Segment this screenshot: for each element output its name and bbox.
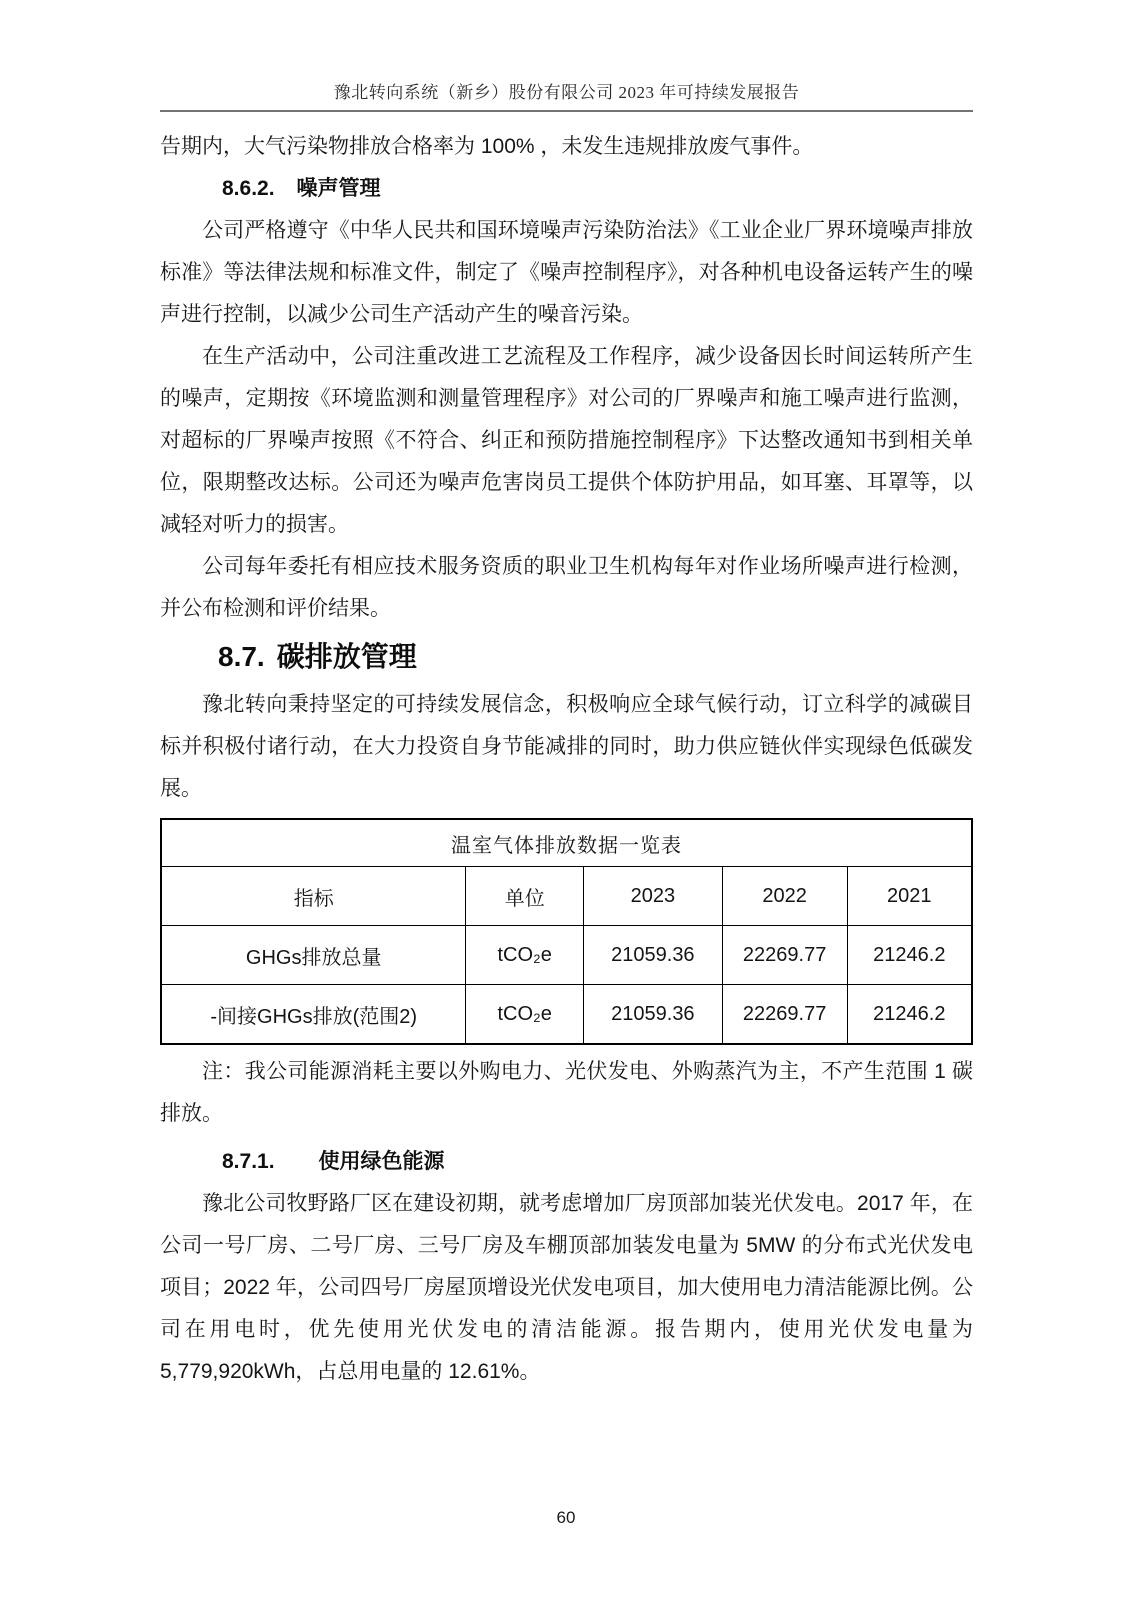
column-header-unit: 单位 xyxy=(466,867,584,926)
heading-title: 使用绿色能源 xyxy=(318,1150,445,1173)
header-title: 豫北转向系统（新乡）股份有限公司 2023 年可持续发展报告 xyxy=(333,83,800,102)
table-note: 注：我公司能源消耗主要以外购电力、光伏发电、外购蒸汽为主，不产生范围 1 碳排放。 xyxy=(160,1060,973,1125)
cell-unit: tCO₂e xyxy=(466,985,584,1045)
column-header-indicator: 指标 xyxy=(161,867,466,926)
heading-8-6-2 xyxy=(222,168,973,210)
column-header-2022: 2022 xyxy=(722,867,847,926)
table-header-row xyxy=(161,867,972,926)
heading-number: 8.7.1. xyxy=(222,1150,275,1173)
cell-2023: 21059.36 xyxy=(584,926,723,985)
heading-title: 噪声管理 xyxy=(296,177,381,200)
page-footer xyxy=(0,1508,1132,1528)
paragraph-noise-2: 在生产活动中，公司注重改进工艺流程及工作程序，减少设备因长时间运转所产生的噪声，定期按《环境监测和测量管理程序》对公司的厂界噪声和施工噪声进行监测，对超标的厂界噪声按照《不符合、纠正和预防措施控制程序》下达整改通知书到相关单位，限期整改达标。公司还为噪声危害岗员工提供个体防护用品，如耳塞、耳罩等，以减轻对听力的损害。 xyxy=(160,345,973,536)
cell-2023: 21059.36 xyxy=(584,985,723,1045)
cell-indicator: -间接GHGs排放(范围2) xyxy=(161,985,466,1045)
paragraph-noise-3: 公司每年委托有相应技术服务资质的职业卫生机构每年对作业场所噪声进行检测，并公布检测和评价结果。 xyxy=(160,555,973,620)
table-row xyxy=(161,926,972,985)
paragraph-noise-1: 公司严格遵守《中华人民共和国环境噪声污染防治法》《工业企业厂界环境噪声排放标准》等法律法规和标准文件，制定了《噪声控制程序》，对各种机电设备运转产生的噪声进行控制，以减少公司生产活动产生的噪音污染。 xyxy=(160,219,973,326)
cell-indicator: GHGs排放总量 xyxy=(161,926,466,985)
cell-2021: 21246.2 xyxy=(847,926,972,985)
table-title-row xyxy=(161,819,972,867)
heading-8-7 xyxy=(218,632,973,682)
cell-2022: 22269.77 xyxy=(722,985,847,1045)
table-row xyxy=(161,985,972,1045)
cell-2021: 21246.2 xyxy=(847,985,972,1045)
page-number: 60 xyxy=(556,1508,576,1527)
heading-number: 8.6.2. xyxy=(222,177,275,200)
heading-8-7-1 xyxy=(222,1141,973,1183)
paragraph-green-energy: 豫北公司牧野路厂区在建设初期，就考虑增加厂房顶部加装光伏发电。2017 年，在公司一号厂房、二号厂房、三号厂房及车棚顶部加装发电量为 5MW 的分布式光伏发电项目；2022 年，公司四号厂房屋顶增设光伏发电项目，加大使用电力清洁能源比例。公司在用电时，优先使用光伏发电的清洁能源。报告期内，使用光伏发电量为 5,779,920kWh，占总用电量的 12.61%。 xyxy=(160,1192,973,1383)
heading-number: 8.7. xyxy=(218,641,265,672)
column-header-2023: 2023 xyxy=(584,867,723,926)
page-content xyxy=(160,126,973,1393)
ghg-emissions-table xyxy=(160,818,973,1045)
cell-unit: tCO₂e xyxy=(466,926,584,985)
column-header-2021: 2021 xyxy=(847,867,972,926)
heading-title: 碳排放管理 xyxy=(276,641,417,672)
paragraph-carbon-intro: 豫北转向秉持坚定的可持续发展信念，积极响应全球气候行动，订立科学的减碳目标并积极付诸行动，在大力投资自身节能减排的同时，助力供应链伙伴实现绿色低碳发展。 xyxy=(160,693,973,800)
table-title: 温室气体排放数据一览表 xyxy=(161,819,972,867)
paragraph-intro-continuation: 告期内，大气污染物排放合格率为 100% ，未发生违规排放废气事件。 xyxy=(160,135,814,158)
cell-2022: 22269.77 xyxy=(722,926,847,985)
running-header xyxy=(160,78,973,112)
